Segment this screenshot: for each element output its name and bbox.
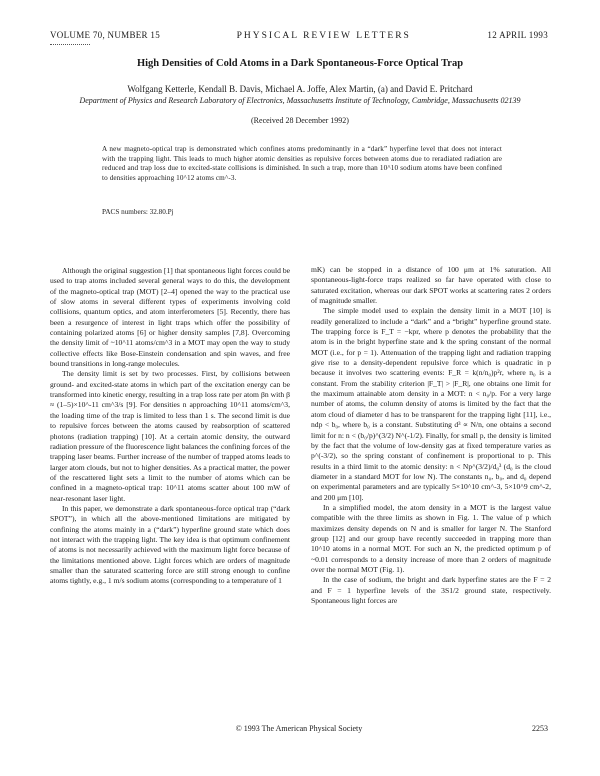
received-date: (Received 28 December 1992) <box>251 116 349 125</box>
paragraph: In a simplified model, the atom density in a MOT is the largest value compatible with the three limits as shown in Fig. 1. The value of p which maximizes density depends on N and is smaller for larger N. The Stanford group [12] and our group have recently succeeded in trapping more than 10^10 atoms in a normal MOT. For such an N, the predicted optimum p of ~0.01 corresponds to a density increase of more than 2 orders of magnitude over the normal MOT (Fig. 1). <box>311 502 551 574</box>
header-rule <box>50 44 90 45</box>
right-column <box>311 265 551 606</box>
paragraph: In the case of sodium, the bright and dark hyperfine states are the F = 2 and F = 1 hyperfine levels of the 3S1/2 ground state, respectively. Spontaneous light forces are <box>311 575 551 605</box>
paragraph: mK) can be stopped in a distance of 100 μm at 1% saturation. All spontaneous-light-force traps realized so far have operated with close to saturated excitation, whereas our dark SPOT works at scattering rates 2 orders of magnitude smaller. <box>311 265 551 306</box>
running-header <box>50 30 548 41</box>
volume-number: VOLUME 70, NUMBER 15 <box>50 30 161 40</box>
issue-date: 12 APRIL 1993 <box>487 30 548 40</box>
page-number: 2253 <box>532 724 548 733</box>
paragraph: The density limit is set by two processes. First, by collisions between ground- and excited-state atoms in which part of the excitation energy can be transformed into kinetic energy, resulting in a trap loss rate per atom βn with β ≈ (1–5)×10^-11 cm^3/s [9]. For densities n approaching 10^11 atoms/cm^3, the loading time of the trap is limited to less than 1 s. The second limit is due to repulsive forces between the atoms caused by reabsorption of scattered photons (radiation trapping) [10]. At a certain atomic density, the outward radiation pressure of the fluorescence light balances the confining forces of the trapping laser beams. Further increase of the number of trapped atoms leads to larger atom clouds, but not to higher densities. As a practical matter, the power of the rescattered light sets a limit to the number of atoms which can be confined in a magneto-optical trap: 10^11 atoms scatter about 100 mW of near-resonant laser light. <box>50 369 290 503</box>
abstract: A new magneto-optical trap is demonstrated which confines atoms predominantly in a “dark” hyperfine level that does not interact with the trapping light. This leads to much higher atomic densities as repulsive forces between atoms due to reradiated radiation are reduced and trap loss due to excited-state collisions is diminished. In such a trap, more than 10^10 sodium atoms have been confined to densities approaching 10^12 atoms cm^-3. <box>102 145 502 182</box>
paragraph: Although the original suggestion [1] that spontaneous light forces could be used to trap atoms included several general ways to do this, the development of the magneto-optical trap (MOT) [2–4] opened the way to the practical use of slow atoms in several different types of experiments involving cold collisions, quantum optics, and atom interferometers [5]. Recently, there has been a resurgence of interest in light traps which offer the possibility of containing polarized atoms [6] or higher density samples [7,8]. Overcoming the density limit of ~10^11 atoms/cm^3 in a MOT may open the way to study collective effects like Bose-Einstein condensation and spin waves, and free bound transitions in long-range molecules. <box>50 266 290 369</box>
article-title: High Densities of Cold Atoms in a Dark Spontaneous-Force Optical Trap <box>136 58 464 69</box>
paragraph: The simple model used to explain the density limit in a MOT [10] is readily generalized to include a “dark” and a “bright” hyperfine ground state. The trapping force is F_T = −kpr, where p denotes the probability that the atom is in the bright hyperfine state and k the spring constant of the normal MOT (i.e., for p = 1). Attenuation of the trapping light and radiation trapping give rise to a density-dependent repulsive force which is quadratic in p because it involves two scattering events: F_R = k(n/n₀)p²r, where n₀ is a constant. From the stability criterion |F_T| > |F_R|, one obtains one limit for the maximum attainable atom density in a MOT: n < n₀/p. For a very large number of atoms, the column density of atoms is limited by the fact that the atom cloud of diameter d has to be transparent for the trapping light [11], i.e., ndp < b₀, where b₀ is a constant. Substituting d³ ∝ N/n, one obtains a second limit for n: n < (b₀/p)^(3/2) N^(-1/2). Finally, for small p, the density is limited by the fact that the volume of low-density gas at fixed temperature varies as p^(-3/2), so the spring constant of confinement is proportional to p. This results in a third limit to the atomic density: n < Np^(3/2)/d₀³ (d₀ is the cloud diameter in a standard MOT for low N). The constants n₀, b₀, and d₀ depend on experimental parameters and are typically 5×10^10 cm^-3, 5×10^9 cm^-2, and 200 μm [10]. <box>311 306 551 502</box>
author-list: Wolfgang Ketterle, Kendall B. Davis, Michael A. Joffe, Alex Martin, (a) and David E. Pritchard <box>127 84 473 94</box>
page-footer <box>50 724 548 733</box>
paragraph: In this paper, we demonstrate a dark spontaneous-force optical trap (“dark SPOT”), in which all the above-mentioned limitations are mitigated by confining the atoms mainly in a (“dark”) hyperfine ground state which does not interact with the trapping light. The key idea is that optimum confinement of atoms is not necessarily achieved with the maximum light force because of the limitations mentioned above. Light forces which are orders of magnitude smaller than the saturated scattering force are still strong enough to confine atoms tightly, e.g., 1 m/s sodium atoms (corresponding to a temperature of 1 <box>50 503 290 586</box>
affiliation: Department of Physics and Research Laboratory of Electronics, Massachusetts Institute of Technology, Cambridge, Massachusetts 02139 <box>79 96 521 105</box>
journal-name: PHYSICAL REVIEW LETTERS <box>236 31 411 41</box>
pacs-numbers: PACS numbers: 32.80.Pj <box>102 208 174 216</box>
left-column <box>50 266 290 587</box>
copyright-notice: © 1993 The American Physical Society <box>235 724 363 733</box>
